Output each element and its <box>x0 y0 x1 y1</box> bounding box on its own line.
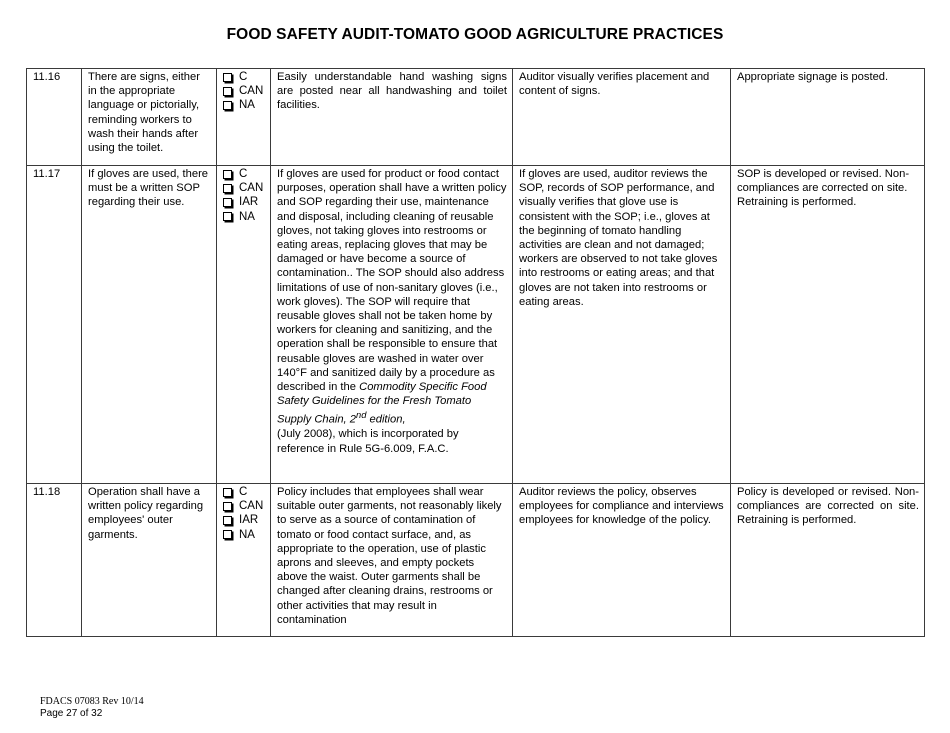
criteria-text: If gloves are used for product or food contact purposes, operation shall have a written policy and SOP regarding their use, maintenance and disposal, including cleaning of reusable gloves, not taking gloves into restrooms or eating areas, replacing gloves that may be damaged or have become a source of contamination.. The SOP should also address limitations of use of non-sanitary gloves (i.e., work gloves). The SOP will require that reusable gloves shall not be taken home by workers for cleaning and sanitizing, and the operation shall be responsible to ensure that reusable gloves are washed in water over 140°F and sanitized daily by a procedure as described in the <box>277 168 507 394</box>
options-cell <box>217 484 271 637</box>
corrective-action-cell: SOP is developed or revised. Non-compliances are corrected on site. Retraining is performed. <box>731 166 925 484</box>
option-can[interactable]: CAN <box>223 181 265 195</box>
requirement-cell: If gloves are used, there must be a written SOP regarding their use. <box>82 166 217 484</box>
checkbox-icon[interactable] <box>223 198 232 207</box>
item-number: 11.17 <box>27 166 82 484</box>
checkbox-icon[interactable] <box>223 101 232 110</box>
checkbox-icon[interactable] <box>223 502 232 511</box>
table-row <box>27 69 925 166</box>
item-number: 11.18 <box>27 484 82 637</box>
form-code: FDACS 07083 Rev 10/14 <box>40 696 144 707</box>
option-iar[interactable]: IAR <box>223 195 265 209</box>
requirement-cell: Operation shall have a written policy regarding employees' outer garments. <box>82 484 217 637</box>
options-cell <box>217 166 271 484</box>
requirement-cell: There are signs, either in the appropriate language or pictorially, reminding workers to wash their hands after using the toilet. <box>82 69 217 166</box>
option-can[interactable]: CAN <box>223 84 265 98</box>
verification-cell: If gloves are used, auditor reviews the SOP, records of SOP performance, and visually verifies that glove use is consistent with the SOP; i.e., gloves at the beginning of tomato handling activities are clean and not damaged; workers are observed to not take gloves into restrooms or eating areas; and that gloves are not taken into restrooms or eating areas. <box>513 166 731 484</box>
corrective-action-cell: Appropriate signage is posted. <box>731 69 925 166</box>
checkbox-icon[interactable] <box>223 212 232 221</box>
page-footer <box>40 696 144 720</box>
table-row <box>27 484 925 637</box>
checkbox-icon[interactable] <box>223 170 232 179</box>
guideline-title: Commodity Specific Food Safety Guidelines for the Fresh Tomato Supply Chain, 2 <box>277 381 487 427</box>
option-c[interactable]: C <box>223 167 265 181</box>
checkbox-icon[interactable] <box>223 87 232 96</box>
checkbox-icon[interactable] <box>223 73 232 82</box>
table-row <box>27 166 925 484</box>
option-c[interactable]: C <box>223 485 265 499</box>
page-number: Page 27 of 32 <box>40 708 103 719</box>
edition-text: edition, <box>366 414 406 427</box>
verification-cell: Auditor visually verifies placement and content of signs. <box>513 69 731 166</box>
item-number: 11.16 <box>27 69 82 166</box>
criteria-cell: Easily understandable hand washing signs are posted near all handwashing and toilet facilities. <box>271 69 513 166</box>
checkbox-icon[interactable] <box>223 530 232 539</box>
option-na[interactable]: NA <box>223 210 265 224</box>
option-na[interactable]: NA <box>223 528 265 542</box>
option-can[interactable]: CAN <box>223 499 265 513</box>
page-title: FOOD SAFETY AUDIT-TOMATO GOOD AGRICULTURE PRACTICES <box>226 26 724 43</box>
option-na[interactable]: NA <box>223 98 265 112</box>
corrective-action-cell: Policy is developed or revised. Non-compliances are corrected on site. Retraining is performed. <box>731 484 925 637</box>
option-iar[interactable]: IAR <box>223 513 265 527</box>
checkbox-icon[interactable] <box>223 184 232 193</box>
audit-table <box>26 68 925 637</box>
checkbox-icon[interactable] <box>223 488 232 497</box>
criteria-cell: Policy includes that employees shall wear suitable outer garments, not reasonably likely to serve as a source of contamination of tomato or food contact surface, and, as appropriate to the operation, use of plastic aprons and sleeves, and empty pockets above the waist. Outer garments shall be changed after cleaning drains, restrooms or other activities that may result in contamination <box>271 484 513 637</box>
edition-superscript: nd <box>356 410 367 421</box>
checkbox-icon[interactable] <box>223 516 232 525</box>
criteria-reference: (July 2008), which is incorporated by reference in Rule 5G-6.009, F.A.C. <box>277 428 459 455</box>
verification-cell: Auditor reviews the policy, observes employees for compliance and interviews employees for knowledge of the policy. <box>513 484 731 637</box>
criteria-cell <box>271 166 513 484</box>
option-c[interactable]: C <box>223 70 265 84</box>
options-cell <box>217 69 271 166</box>
